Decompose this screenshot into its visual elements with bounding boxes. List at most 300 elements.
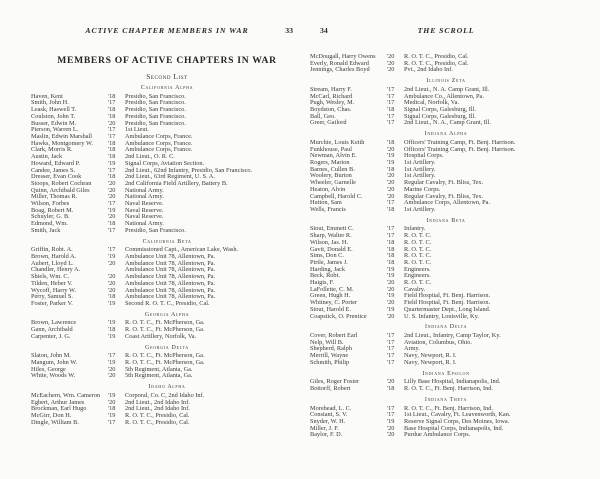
member-name: Newman, Alvin E. (310, 152, 357, 160)
member-name: Shiels, Wm. C. (31, 273, 70, 281)
member-row (310, 67, 582, 74)
member-assignment: Ambulance Unit 78, Allentown, Pa. (125, 273, 216, 281)
member-assignment: Regular Cavalry, Ft. Bliss, Tex. (404, 179, 484, 187)
member-assignment: 2nd California Field Artillery, Battery B. (125, 179, 228, 187)
member-class-year: '17 (387, 85, 395, 93)
member-class-year: '19 (387, 159, 395, 166)
member-class-year: '19 (387, 292, 395, 300)
member-class-year: '18 (108, 112, 116, 120)
member-name: Stout, Harold E. (310, 305, 351, 313)
member-class-year: '20 (387, 378, 395, 386)
member-row (310, 432, 582, 439)
member-class-year: '18 (108, 92, 116, 100)
sections-right (310, 54, 582, 439)
member-name: Beck, Robt. (310, 272, 340, 280)
member-class-year: '20 (108, 273, 116, 281)
member-class-year: '18 (108, 106, 116, 114)
chapter-heading: Indiana Delta (424, 324, 468, 331)
member-class-year: '17 (108, 99, 116, 107)
member-assignment: Ambulance Corps, France. (125, 133, 193, 140)
member-class-year: '20 (387, 66, 395, 74)
member-class-year: '17 (387, 338, 395, 346)
member-row (310, 360, 582, 367)
chapter-heading: Indiana Epsilon (422, 370, 470, 377)
member-assignment: Signal Corps, Aviation Section. (125, 159, 205, 167)
member-assignment: R. O. T. C., Ft. McPherson, Ga. (125, 359, 205, 367)
member-class-year: '17 (387, 358, 395, 366)
member-class-year: '18 (108, 326, 116, 334)
member-name: Pierson, Warren L. (31, 126, 79, 134)
member-assignment: Infantry. (404, 225, 426, 233)
member-assignment: 2nd Lieut., N. A., Camp Grant, Ill. (404, 119, 491, 127)
member-name: Miller, Thomas R. (31, 193, 78, 201)
member-class-year: '20 (387, 285, 395, 293)
member-name: Whitney, C. Porter (310, 299, 358, 307)
member-class-year: '18 (108, 139, 116, 147)
member-class-year: '18 (387, 258, 395, 266)
member-name: Nelp, Will B. (310, 338, 344, 346)
member-assignment: R. O. T. C. (404, 279, 432, 287)
member-assignment: R. O. T. C., Presidio, Cal. (125, 412, 190, 420)
member-class-year: '20 (387, 185, 395, 193)
member-name: Clark, Morris R. (31, 146, 73, 154)
member-name: Foster, Parker V. (31, 299, 73, 307)
member-assignment: Ambulance Unit 78, Allentown, Pa. (125, 253, 216, 261)
member-name: Everly, Ronald Edward (310, 59, 369, 67)
member-assignment: U. S. Infantry, Louisville, Ky. (404, 312, 479, 320)
member-name: Smith, John H. (31, 99, 69, 107)
member-assignment: 1st Artillery. (404, 172, 436, 180)
member-name: Chandler, Henry A. (31, 266, 81, 274)
member-class-year: '19 (108, 299, 116, 307)
member-assignment: 2nd Lieut., N. A. Camp Grant, Ill. (404, 85, 490, 93)
member-row (31, 420, 303, 427)
member-assignment: Field Hospital, Ft. Benj. Harrison. (404, 292, 491, 300)
member-class-year: '17 (387, 345, 395, 353)
member-name: Jennings, Charles Boyd (310, 66, 370, 74)
member-row (310, 200, 582, 207)
member-name: Wilson, Forbes (31, 200, 70, 208)
member-name: Campbell, Harold C. (310, 192, 363, 200)
member-assignment: R. O. T. C., Ft. McPherson, Ga. (125, 352, 205, 360)
member-assignment: Purdue Ambulance Corps. (404, 431, 471, 439)
member-class-year: '19 (108, 332, 116, 340)
member-name: Austin, Jack (31, 153, 63, 161)
member-name: Perry, Samuel S. (31, 293, 73, 301)
member-class-year: '20 (108, 179, 116, 187)
member-assignment: 2nd Lieut., 62nd Infantry, Presidio, San Francisco. (125, 166, 253, 174)
member-class-year: '18 (387, 138, 395, 146)
member-name: Coapstick, O. Prentice (310, 312, 367, 320)
member-assignment: R. O. T. C., Ft. McPherson, Ga. (125, 319, 205, 327)
member-assignment: Cavalry. (404, 285, 426, 293)
member-class-year: '17 (108, 418, 116, 426)
chapter-heading: California Alpha (140, 85, 194, 92)
member-class-year: '17 (108, 166, 116, 174)
member-name: Stream, Harry F. (310, 85, 352, 93)
member-name: Rogers, Marion (310, 159, 350, 166)
member-class-year: '20 (387, 59, 395, 67)
page-33 (31, 26, 303, 426)
member-name: Schuyler, G. B. (31, 213, 70, 221)
member-assignment: R. O. T. C., Presidio, Cal. (404, 59, 469, 67)
chapter-section (310, 131, 582, 213)
member-class-year: '20 (108, 279, 116, 287)
member-name: Maslin, Edwin Marshall (31, 133, 93, 140)
member-name: Edmond, Wm. (31, 220, 68, 228)
member-row (31, 373, 303, 380)
member-name: Wheeler, Garnelle (310, 179, 356, 187)
member-name: Barnes, Cullen B. (310, 165, 355, 173)
member-class-year: '19 (108, 412, 116, 420)
member-assignment: Ambulance Unit 78, Allentown, Pa. (125, 293, 216, 301)
member-class-year: '17 (387, 225, 395, 233)
member-class-year: '20 (387, 312, 395, 320)
member-row (310, 207, 582, 214)
member-assignment: R. O. T. C. (404, 238, 432, 246)
member-class-year: '19 (387, 305, 395, 313)
member-class-year: '20 (387, 145, 395, 153)
member-assignment: R. O. T. C., Presidio, Cal. (125, 418, 190, 426)
member-assignment: Naval Reserve. (125, 200, 164, 208)
member-class-year: '20 (108, 186, 116, 194)
member-row (31, 214, 303, 221)
member-name: Green, Hugh H. (310, 292, 351, 300)
member-class-year: '17 (108, 226, 116, 234)
member-name: Mangum, John W. (31, 359, 78, 367)
member-name: Wycoff, Harry W. (31, 286, 76, 294)
chapter-heading: Georgia Alpha (144, 311, 190, 318)
member-assignment: Ambulance Co., Allentown, Pa. (404, 92, 484, 100)
member-assignment: Medical, Norfolk, Va. (404, 99, 459, 107)
member-class-year: '18 (108, 146, 116, 154)
member-name: Gann, Archibald (31, 326, 73, 334)
member-assignment: National Army. (125, 186, 164, 194)
member-assignment: R. O. T. C. (404, 252, 432, 260)
member-class-year: '19 (108, 319, 116, 327)
member-class-year: '19 (108, 159, 116, 167)
member-name: Wilson, Jas. H. (310, 238, 349, 246)
chapter-heading: Indiana Theta (424, 396, 468, 403)
member-row (310, 153, 582, 160)
member-class-year: '17 (387, 332, 395, 340)
member-class-year: '18 (387, 106, 395, 113)
member-assignment: Navy, Newport, R. I. (404, 358, 457, 366)
chapter-heading: Idaho Alpha (148, 384, 186, 391)
member-name: Constant, S. V. (310, 411, 348, 419)
chapter-heading: California Beta (142, 238, 192, 245)
member-name: Brown, Lawrence (31, 319, 77, 327)
member-name: Sims, Don C. (310, 252, 344, 260)
member-name: Miller, J. F. (310, 424, 339, 432)
member-name: Hawks, Montgomery W. (31, 139, 93, 147)
member-name: Leask, Haswell T. (31, 106, 77, 114)
member-class-year: '18 (387, 245, 395, 253)
member-name: Baylor, F. D. (310, 431, 343, 439)
member-row (310, 267, 582, 274)
member-assignment: Base Hospital Corps, Indianapolis, Ind. (404, 424, 504, 432)
member-row (310, 253, 582, 260)
member-row (310, 273, 582, 280)
member-class-year: '20 (108, 259, 116, 267)
member-name: Greer, Gailord (310, 119, 347, 127)
member-class-year: '18 (387, 385, 395, 393)
member-assignment: 2nd Lieut., 63rd Regiment, U. S. A. (125, 173, 215, 181)
member-assignment: Ambulance Corps, France. (125, 139, 193, 147)
member-name: Brockman, Earl Hugo (31, 405, 87, 413)
member-name: Haigis, F. (310, 279, 335, 287)
member-assignment: Corporal, Co. C, 2nd Idaho Inf. (125, 391, 205, 399)
chapter-section (310, 78, 582, 127)
member-assignment: Pvt., 2nd Idaho Inf. (404, 66, 453, 74)
member-name: Murchie, Louis Keith (310, 138, 365, 146)
member-name: Boydston, Chas. (310, 106, 352, 113)
member-class-year: '17 (387, 119, 395, 127)
member-assignment: 1st Artillery. (404, 205, 436, 213)
member-assignment: Ambulance Unit 78, Allentown, Pa. (125, 266, 216, 274)
member-class-year: '20 (387, 299, 395, 307)
member-name: Dresser, Evan Cook (31, 173, 82, 181)
member-name: LaFollette, C. M. (310, 285, 354, 293)
member-class-year: '20 (108, 398, 116, 406)
member-class-year: '19 (108, 359, 116, 367)
member-class-year: '19 (387, 265, 395, 273)
member-row (31, 208, 303, 215)
member-class-year: '19 (387, 152, 395, 160)
member-assignment: Presidio, San Francisco. (125, 99, 186, 107)
member-class-year: '17 (387, 99, 395, 107)
chapter-heading: Indiana Alpha (424, 131, 468, 138)
member-class-year: '20 (108, 286, 116, 294)
member-class-year: '18 (387, 205, 395, 213)
member-name: Hiles, George (31, 365, 66, 373)
member-assignment: Naval Reserve. (125, 206, 164, 214)
member-row (310, 233, 582, 240)
page-number-33: 33 (285, 26, 293, 35)
member-assignment: Engineers. (404, 265, 431, 273)
member-class-year: '18 (387, 252, 395, 260)
member-assignment: R. O. T. C., Presidio, Cal. (404, 53, 469, 60)
member-name: Coulston, John T. (31, 112, 76, 120)
chapter-heading: Georgia Delta (145, 344, 189, 351)
member-name: Snyder, W. H. (310, 417, 346, 425)
member-class-year: '20 (108, 193, 116, 201)
member-assignment: R. O. T. C. (404, 232, 432, 240)
member-class-year: '20 (387, 192, 395, 200)
running-head-right (310, 26, 582, 38)
running-head-title: THE SCROLL (417, 26, 475, 35)
member-assignment: Officers' Training Camp, Ft. Benj. Harrison. (404, 145, 516, 153)
chapter-section (31, 345, 303, 380)
member-assignment: R. O. T. C. (404, 245, 432, 253)
member-class-year: '17 (387, 404, 395, 412)
member-name: Ball, Geo. (310, 112, 336, 120)
member-name: Giles, Roger Foster (310, 378, 360, 386)
member-name: White, Woods W. (31, 372, 76, 380)
member-assignment: Presidio, San Francisco. (125, 119, 186, 127)
member-name: Shepherd, Ralph (310, 345, 352, 353)
member-assignment: Ambulance Corps, France. (125, 146, 193, 154)
member-assignment: Presidio, San Francisco. (125, 92, 186, 100)
member-assignment: Regular Cavalry, Ft. Bliss, Tex. (404, 192, 484, 200)
member-assignment: 1st Artillery. (404, 159, 436, 166)
member-assignment: Signal Corps, Galesburg, Ill. (404, 112, 476, 120)
chapter-section (31, 312, 303, 341)
member-name: Carpenter, J. G. (31, 332, 71, 340)
member-assignment: 5th Regiment, Atlanta, Ga. (125, 372, 193, 380)
member-name: Candee, James S. (31, 166, 76, 174)
member-class-year: '17 (108, 352, 116, 360)
member-class-year: '20 (108, 119, 116, 127)
member-name: Griffin, Robt. A. (31, 246, 73, 254)
sections-left (31, 85, 303, 426)
member-name: Smith, Jack (31, 226, 61, 234)
member-assignment: Ambulance Unit 78, Allentown, Pa. (125, 286, 216, 294)
member-class-year: '20 (108, 365, 116, 373)
member-name: Quinn, Archibald Giles (31, 186, 90, 194)
member-name: Stoops, Robert Cochran (31, 179, 92, 187)
member-assignment: Commissioned Capt., American Lake, Wash. (125, 246, 239, 254)
member-assignment: National Army. (125, 193, 164, 201)
member-assignment: Second R. O. T. C., Presidio, Cal. (125, 299, 210, 307)
member-assignment: Hospital Corps. (404, 152, 444, 160)
member-assignment: Lilly Base Hospital, Indianapolis, Ind. (404, 378, 501, 386)
member-row (310, 386, 582, 393)
member-class-year: '19 (108, 206, 116, 214)
subtitle-second-list: Second List (146, 73, 188, 81)
member-assignment: Officers' Training Camp, Ft. Benj. Harrison. (404, 138, 516, 146)
chapter-section (310, 324, 582, 366)
member-name: Heaton, Alvin (310, 185, 346, 193)
member-assignment: 5th Regiment, Atlanta, Ga. (125, 365, 193, 373)
member-assignment: Presidio, San Francisco. (125, 112, 186, 120)
member-name: Wells, Francis (310, 205, 346, 213)
member-class-year: '20 (387, 53, 395, 60)
member-name: Harding, Jack (310, 265, 345, 273)
member-assignment: Field Hospital, Ft. Benj. Harrison. (404, 299, 491, 307)
member-row (310, 180, 582, 187)
member-assignment: 1st Artillery. (404, 165, 436, 173)
member-name: Gavit, Donald E. (310, 245, 353, 253)
member-name: Bottorff, Robert (310, 385, 351, 393)
member-assignment: Ambulance Unit 78, Allentown, Pa. (125, 279, 216, 287)
member-name: Merrill, Wayne (310, 352, 349, 360)
member-class-year: '20 (387, 172, 395, 180)
member-name: Sharp, Walter R. (310, 232, 352, 240)
member-class-year: '17 (108, 133, 116, 140)
chapter-section (31, 239, 303, 308)
page-number-34: 34 (320, 26, 328, 35)
member-class-year: '19 (108, 253, 116, 261)
member-class-year: '18 (108, 173, 116, 181)
running-head-left (31, 26, 303, 38)
member-class-year: '17 (387, 92, 395, 100)
member-class-year: '18 (108, 153, 116, 161)
member-assignment: National Army. (125, 220, 164, 228)
member-assignment: 2nd Lieut., O. R. C. (125, 153, 175, 161)
member-assignment: 1st Lieut. (125, 126, 149, 134)
member-name: McDougall, Harry Owens (310, 53, 376, 60)
member-class-year: '20 (387, 279, 395, 287)
member-class-year: '17 (108, 246, 116, 254)
member-name: Pirtle, James J. (310, 258, 348, 266)
member-class-year: '17 (387, 199, 395, 207)
member-class-year: '17 (108, 200, 116, 208)
member-class-year: '19 (387, 272, 395, 280)
chapter-section (310, 371, 582, 393)
member-name: Woolery, Burton (310, 172, 352, 180)
member-name: Cover, Robert Earl (310, 332, 358, 340)
member-name: McCarl, Richard (310, 92, 353, 100)
member-class-year: '18 (108, 220, 116, 228)
member-class-year: '20 (108, 372, 116, 380)
member-assignment: 2nd Lieut., Infantry, Camp Taylor, Ky. (404, 332, 501, 340)
member-row (31, 194, 303, 201)
member-name: Egbert, Arthur James (31, 398, 85, 406)
member-assignment: Coast Artillery, Norfolk, Va. (125, 332, 197, 340)
member-name: Haven, Kent (31, 92, 63, 100)
member-row (310, 260, 582, 267)
running-head-title: ACTIVE CHAPTER MEMBERS IN WAR (85, 26, 249, 35)
member-assignment: Aviation, Columbus, Ohio. (404, 338, 472, 346)
member-row (31, 301, 303, 308)
member-name: Howard, Edward P. (31, 159, 80, 167)
member-assignment: R. O. T. C., Ft. Benj. Harrison, Ind. (404, 385, 493, 393)
chapter-heading: Illinois Zeta (426, 78, 466, 85)
member-assignment: 1st Lieut., Cavalry, Ft. Leavenworth, Kan. (404, 411, 511, 419)
member-assignment: R. O. T. C., Ft. Benj. Harrison, Ind. (404, 404, 493, 412)
member-name: Boag, Robert M. (31, 206, 74, 214)
chapter-heading: Indiana Beta (426, 217, 466, 224)
member-name: Aubert, Lloyd L. (31, 259, 74, 267)
member-class-year: '19 (387, 417, 395, 425)
member-name: McGirr, Don H. (31, 412, 72, 420)
member-class-year: '18 (108, 293, 116, 301)
member-row (31, 334, 303, 341)
member-name: McEachern, Wm. Cameron (31, 391, 101, 399)
member-assignment: Ambulance Unit 78, Allentown, Pa. (125, 259, 216, 267)
member-name: Schmith, Philip (310, 358, 350, 366)
member-assignment: Reserve Signal Corps, Des Moines, Iowa. (404, 417, 510, 425)
member-class-year: '20 (387, 424, 395, 432)
member-class-year: '17 (387, 112, 395, 120)
member-assignment: R. O. T. C. (404, 258, 432, 266)
member-assignment: Navy, Newport, R. I. (404, 352, 457, 360)
member-class-year: '19 (108, 391, 116, 399)
member-row (310, 120, 582, 127)
chapter-section (310, 218, 582, 320)
member-class-year: '17 (387, 232, 395, 240)
member-assignment: Presidio, San Francisco. (125, 226, 186, 234)
member-assignment: Signal Corps, Galesburg, Ill. (404, 106, 476, 113)
member-name: Busser, Edwin M. (31, 119, 77, 127)
member-class-year: '20 (387, 431, 395, 439)
member-row (310, 247, 582, 254)
member-name: Tilden, Heber V. (31, 279, 73, 287)
member-name: Hutton, Sam (310, 199, 342, 207)
member-assignment: Ambulance Corps, Allentown, Pa. (404, 199, 491, 207)
member-class-year: '20 (387, 179, 395, 187)
member-row (31, 228, 303, 235)
page-34 (310, 26, 582, 439)
member-assignment: Naval Reserve. (125, 213, 164, 221)
member-assignment: Engineers. (404, 272, 431, 280)
chapter-section (31, 85, 303, 234)
member-name: Funkhouse, Paul (310, 145, 352, 153)
member-class-year: '17 (108, 126, 116, 134)
member-assignment: R. O. T. C., Ft. McPherson, Ga. (125, 326, 205, 334)
chapter-section (31, 384, 303, 426)
